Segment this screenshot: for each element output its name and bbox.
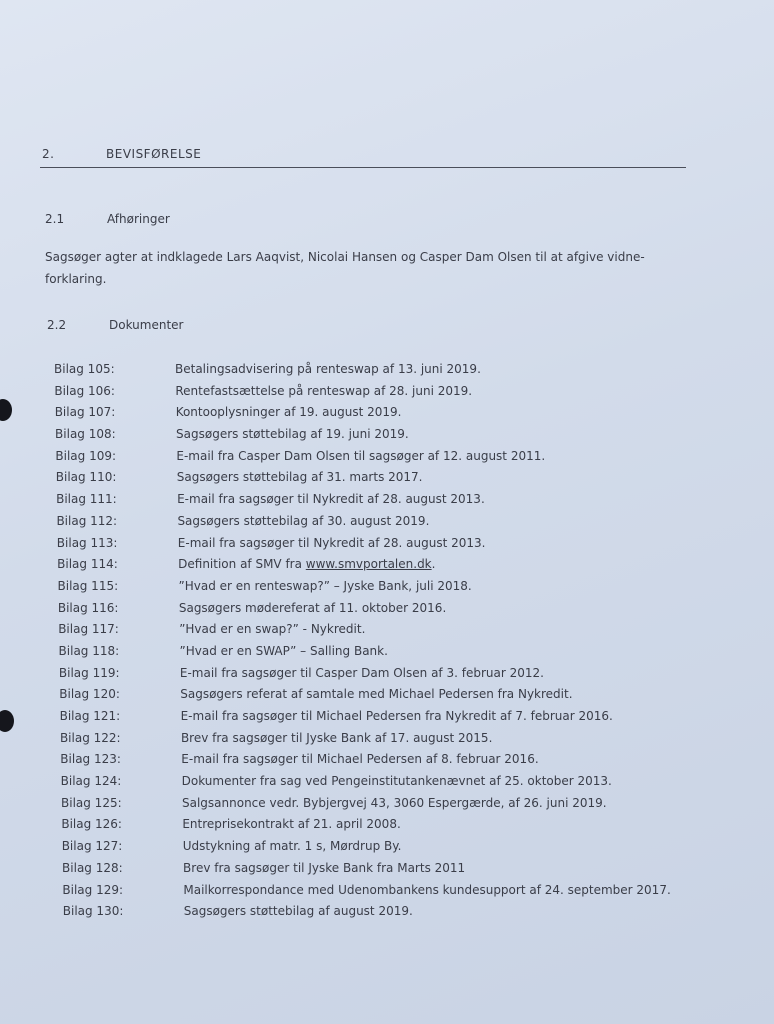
exhibit-description-text: E-mail fra sagsøger til Michael Pedersen af 8. februar 2016.: [181, 752, 539, 767]
exhibit-link-suffix: .: [431, 557, 436, 572]
witness-paragraph: Sagsøger agter at indklagede Lars Aaqvist, Nicolai Hansen og Casper Dam Olsen til at afgive vidne-forklaring.: [45, 250, 645, 286]
exhibit-description-text: Sagsøgers støttebilag af 30. august 2019.: [177, 513, 430, 528]
exhibit-description-text: ”Hvad er en swap?” - Nykredit.: [179, 622, 366, 637]
exhibit-row: [60, 752, 714, 774]
exhibit-row: [57, 536, 714, 558]
exhibit-description: [179, 579, 472, 593]
exhibit-label: Bilag 117:: [58, 622, 119, 637]
exhibit-description-text: E-mail fra sagsøger til Nykredit af 28. august 2013.: [177, 535, 486, 550]
exhibit-row: [54, 384, 714, 406]
exhibit-row: [59, 644, 714, 666]
exhibit-label: Bilag 130:: [62, 904, 124, 919]
exhibit-label: Bilag 115:: [57, 578, 119, 593]
exhibit-description: [183, 861, 465, 875]
exhibit-label: Bilag 110:: [55, 470, 117, 485]
exhibit-description-text: Udstykning af matr. 1 s, Mørdrup By.: [182, 839, 402, 854]
exhibit-label: Bilag 105:: [54, 362, 115, 376]
exhibit-description: [175, 362, 481, 376]
exhibit-description-text: Sagsøgers støttebilag af 19. juni 2019.: [176, 427, 409, 442]
exhibit-description-text: Betalingsadvisering på renteswap af 13. juni 2019.: [175, 362, 481, 376]
exhibit-row: [62, 839, 714, 861]
exhibit-description: [181, 731, 492, 745]
exhibit-label: Bilag 112:: [56, 513, 118, 528]
exhibit-description: [182, 796, 607, 810]
exhibit-label: Bilag 128:: [62, 860, 123, 875]
exhibit-label: Bilag 129:: [62, 882, 124, 897]
exhibit-description: [182, 817, 400, 831]
exhibit-row: [61, 796, 714, 818]
section-number: 2.: [42, 147, 55, 161]
exhibit-description-text: Rentefastsættelse på renteswap af 28. juni 2019.: [175, 383, 473, 398]
exhibit-description: [181, 709, 613, 723]
exhibit-label: Bilag 107:: [54, 405, 116, 420]
exhibit-description: [176, 405, 402, 419]
exhibit-description-text: E-mail fra sagsøger til Casper Dam Olsen af 3. februar 2012.: [179, 665, 544, 680]
exhibit-description-text: Definition af SMV fra: [178, 557, 306, 572]
subsection-number: 2.1: [45, 212, 65, 226]
exhibit-description-text: Brev fra sagsøger til Jyske Bank af 17. august 2015.: [180, 730, 493, 745]
exhibit-row: [55, 405, 714, 427]
exhibit-row: [55, 449, 714, 471]
subsection-number: 2.2: [47, 318, 67, 332]
exhibit-description: [184, 904, 413, 918]
exhibit-label: Bilag 108:: [55, 427, 116, 442]
exhibit-row: [63, 904, 714, 926]
exhibit-description-text: Dokumenter fra sag ved Pengeinstitutankenævnet af 25. oktober 2013.: [181, 774, 612, 789]
exhibit-description-text: Kontooplysninger af 19. august 2019.: [175, 405, 402, 420]
exhibit-row: [58, 601, 714, 623]
exhibit-row: [56, 514, 714, 536]
exhibit-row: [54, 362, 714, 384]
exhibit-description-text: Sagsøgers støttebilag af 31. marts 2017.: [176, 470, 423, 485]
exhibit-description: [177, 470, 423, 484]
exhibit-row: [61, 817, 714, 839]
exhibit-description: [181, 752, 538, 766]
exhibit-description-text: Sagsøgers referat af samtale med Michael Pedersen fra Nykredit.: [180, 687, 573, 702]
exhibit-description-text: ”Hvad er en SWAP” – Salling Bank.: [179, 643, 388, 658]
section-title: BEVISFØRELSE: [106, 147, 202, 161]
exhibit-description-text: Mailkorrespondance med Udenombankens kundesupport af 24. september 2017.: [183, 882, 671, 897]
exhibit-row: [60, 731, 714, 753]
exhibit-description: [182, 774, 612, 788]
exhibit-description: [178, 536, 486, 550]
exhibit-description-text: Sagsøgers mødereferat af 11. oktober 2016.: [178, 600, 447, 615]
exhibit-description: [183, 839, 402, 853]
exhibit-row: [62, 883, 714, 905]
exhibit-description: [183, 883, 670, 897]
exhibit-label: Bilag 114:: [57, 557, 118, 572]
exhibit-list: [54, 362, 714, 926]
exhibit-label: Bilag 113:: [56, 535, 118, 550]
punch-hole-top: [0, 399, 12, 421]
exhibit-description-text: Salgsannonce vedr. Bybjergvej 43, 3060 Espergærde, af 26. juni 2019.: [182, 795, 607, 810]
exhibit-description: [177, 514, 429, 528]
exhibit-row: [55, 427, 714, 449]
exhibit-row: [60, 709, 714, 731]
exhibit-description: [176, 427, 409, 441]
subsection-title: Afhøringer: [107, 212, 170, 226]
exhibit-row: [58, 579, 715, 601]
exhibit-row: [61, 774, 714, 796]
exhibit-description: [180, 666, 544, 680]
exhibit-label: Bilag 118:: [58, 643, 120, 658]
exhibit-label: Bilag 122:: [59, 730, 121, 745]
exhibit-row: [56, 470, 714, 492]
exhibit-label: Bilag 120:: [59, 687, 120, 702]
exhibit-label: Bilag 119:: [58, 665, 120, 680]
exhibit-description: [177, 492, 485, 506]
exhibit-row: [59, 687, 714, 709]
exhibit-description: [180, 644, 388, 658]
exhibit-description-text: ”Hvad er en renteswap?” – Jyske Bank, juli 2018.: [178, 578, 472, 593]
exhibit-label: Bilag 116:: [57, 600, 119, 615]
exhibit-label: Bilag 123:: [60, 752, 121, 767]
exhibit-link[interactable]: www.smvportalen.dk: [305, 557, 432, 572]
exhibit-description-text: Sagsøgers støttebilag af august 2019.: [183, 904, 413, 919]
subsection-title: Dokumenter: [109, 318, 184, 332]
exhibit-row: [56, 492, 714, 514]
exhibit-description: [180, 687, 572, 701]
exhibit-label: Bilag 121:: [59, 709, 121, 723]
exhibit-label: Bilag 109:: [55, 448, 117, 463]
exhibit-description-text: Entreprisekontrakt af 21. april 2008.: [182, 817, 401, 832]
exhibit-row: [57, 557, 714, 579]
exhibit-description: [175, 384, 472, 398]
exhibit-label: Bilag 127:: [61, 839, 123, 854]
exhibit-row: [58, 622, 714, 644]
exhibit-label: Bilag 106:: [54, 383, 115, 398]
exhibit-description-text: E-mail fra Casper Dam Olsen til sagsøger af 12. august 2011.: [176, 448, 546, 463]
exhibit-label: Bilag 111:: [56, 492, 117, 507]
exhibit-row: [62, 861, 714, 883]
exhibit-description: [178, 557, 435, 571]
section-heading: [40, 145, 686, 168]
exhibit-description-text: E-mail fra sagsøger til Nykredit af 28. august 2013.: [177, 492, 485, 507]
punch-hole-bottom: [0, 710, 14, 732]
exhibit-description-text: E-mail fra sagsøger til Michael Pedersen fra Nykredit af 7. februar 2016.: [180, 709, 613, 723]
exhibit-row: [59, 666, 714, 688]
exhibit-label: Bilag 124:: [60, 774, 122, 789]
exhibit-label: Bilag 125:: [61, 795, 122, 810]
exhibit-description: [176, 449, 545, 463]
exhibit-description-text: Brev fra sagsøger til Jyske Bank fra Marts 2011: [183, 860, 466, 875]
exhibit-description: [179, 622, 365, 636]
exhibit-description: [179, 601, 446, 615]
exhibit-label: Bilag 126:: [61, 817, 122, 832]
